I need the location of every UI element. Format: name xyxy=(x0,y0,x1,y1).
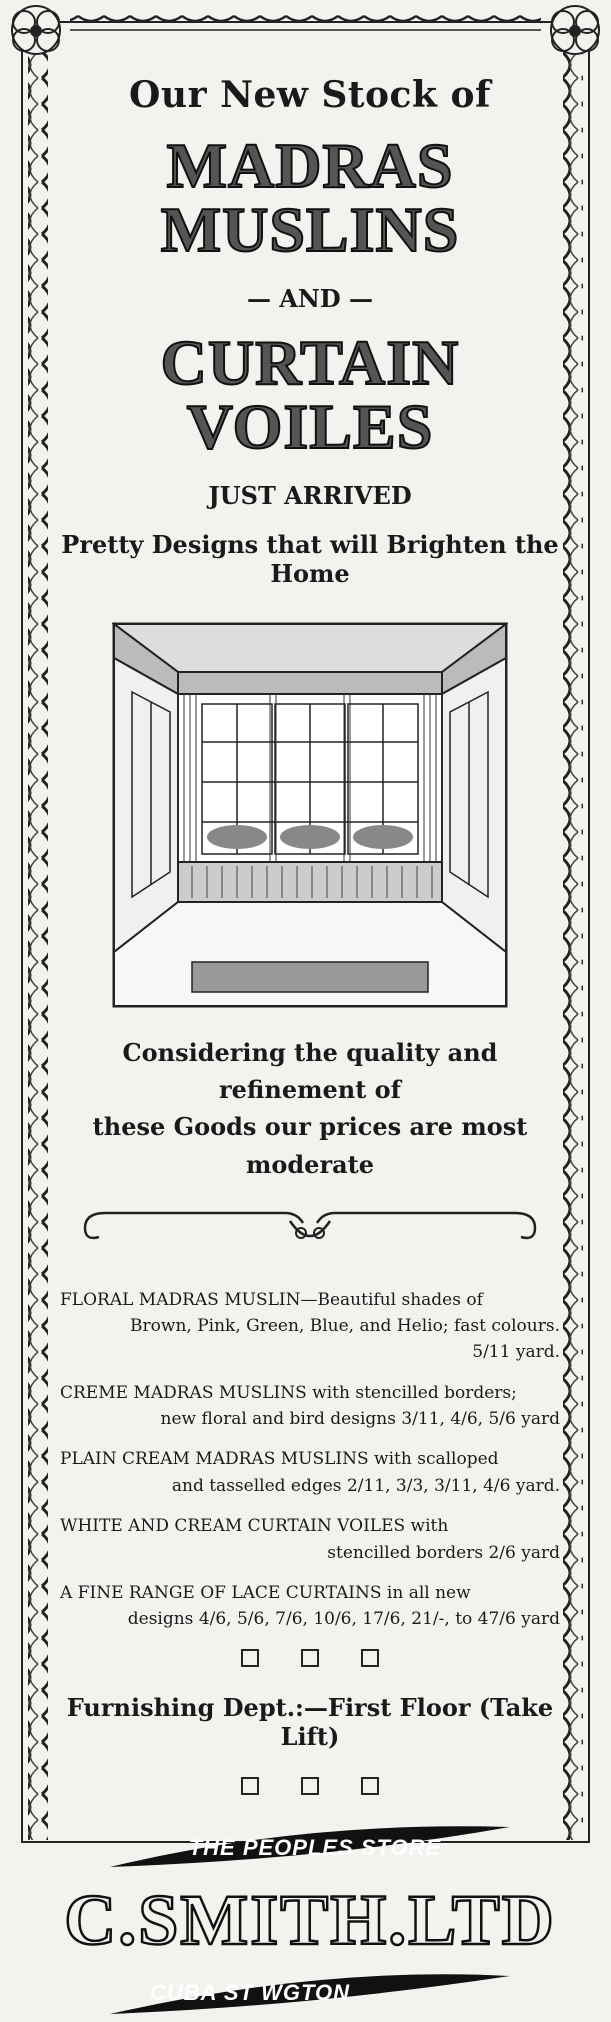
headline-madras-muslins: MADRAS MUSLINS xyxy=(160,130,460,265)
ornamental-scroll-divider xyxy=(75,1203,545,1253)
headline-curtain-voiles: CURTAIN VOILES xyxy=(160,327,460,462)
item-detail: stencilled borders 2/6 yard xyxy=(327,1542,560,1563)
price-list-item xyxy=(60,1287,560,1366)
square-ornament-icon xyxy=(301,1777,319,1795)
item-title: CREME MADRAS MUSLINS with stencilled borders; xyxy=(60,1382,517,1403)
headline-intro: Our New Stock of xyxy=(129,74,491,116)
address-banner xyxy=(100,1962,520,2022)
flower-corner-right-icon xyxy=(551,6,599,54)
square-ornament-icon xyxy=(241,1649,259,1667)
square-ornament-icon xyxy=(301,1649,319,1667)
quality-tagline xyxy=(60,1034,560,1183)
tagline-line-1: Considering the quality and refinement of xyxy=(122,1038,498,1105)
headline-just-arrived: JUST ARRIVED xyxy=(208,481,412,510)
item-detail: and tasselled edges 2/11, 3/3, 3/11, 4/6 yard. xyxy=(171,1475,560,1496)
banner-top-text: THE PEOPLES STORE xyxy=(188,1834,442,1860)
department-location: Furnishing Dept.:—First Floor (Take Lift) xyxy=(66,1692,554,1751)
headline-and: — AND — xyxy=(246,284,374,313)
price-list xyxy=(60,1287,560,1633)
price-list-item xyxy=(60,1446,560,1499)
company-name: C.SMITH.LTD xyxy=(64,1879,556,1960)
peoples-store-banner xyxy=(100,1819,520,1875)
item-title: FLORAL MADRAS MUSLIN—Beautiful shades of xyxy=(60,1289,483,1310)
item-detail: designs 4/6, 5/6, 7/6, 10/6, 17/6, 21/-, to 47/6 yard xyxy=(127,1609,560,1630)
curtained-bay-window-illustration xyxy=(112,622,508,1008)
price-list-item xyxy=(60,1580,560,1633)
item-detail: Brown, Pink, Green, Blue, and Helio; fast colours. 5/11 yard. xyxy=(130,1316,560,1363)
advertisement-content xyxy=(60,60,560,2022)
item-detail: new floral and bird designs 3/11, 4/6, 5/6 yard xyxy=(160,1409,560,1430)
square-ornament-icon xyxy=(361,1649,379,1667)
square-ornament-icon xyxy=(241,1777,259,1795)
price-list-item xyxy=(60,1380,560,1433)
flower-corner-left-icon xyxy=(12,6,60,54)
item-title: PLAIN CREAM MADRAS MUSLINS with scalloped xyxy=(60,1449,499,1470)
item-title: A FINE RANGE OF LACE CURTAINS in all new xyxy=(60,1582,471,1603)
banner-bottom-text: CUBA ST WGTON xyxy=(150,1979,350,2005)
tagline-line-2: these Goods our prices are most moderate xyxy=(92,1112,528,1179)
headline-pretty-designs: Pretty Designs that will Brighten the Home xyxy=(61,530,559,588)
square-ornaments-top xyxy=(60,1649,560,1667)
item-title: WHITE AND CREAM CURTAIN VOILES with xyxy=(60,1516,449,1537)
square-ornament-icon xyxy=(361,1777,379,1795)
price-list-item xyxy=(60,1513,560,1566)
square-ornaments-bottom xyxy=(60,1777,560,1795)
